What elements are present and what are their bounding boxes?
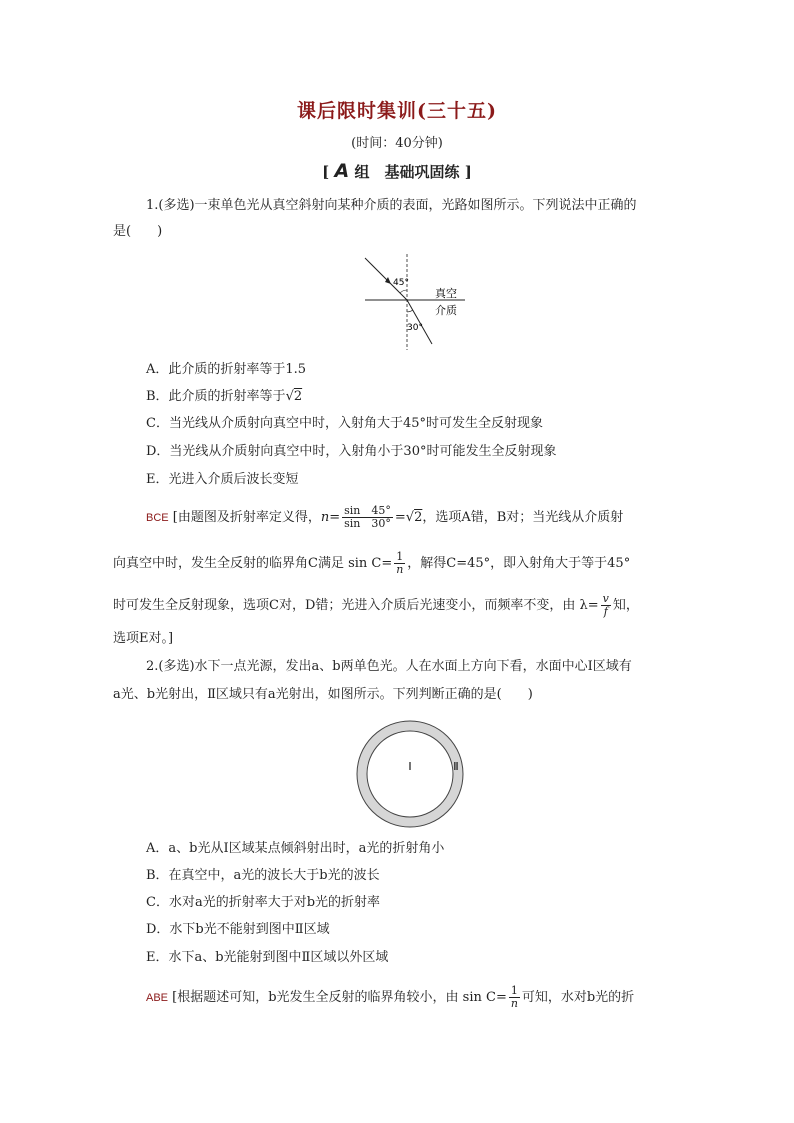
q2-stem-line1: 2.(多选)水下一点光源，发出a、b两单色光。人在水面上方向下看，水面中心Ⅰ区域有 [146,659,632,674]
angle-arc-bottom [407,310,413,312]
frac-den: n [396,563,404,576]
q1-answer-text: ，解得C=45°，即入射角大于等于45° [407,556,631,571]
q2-option-d: D．水下b光不能射到图中Ⅱ区域 [146,922,330,937]
q2-option-e: E．水下a、b光能射到图中Ⅱ区域以外区域 [146,950,389,965]
group-heading [0,160,794,182]
angle-30-label: 30° [407,323,423,333]
sqrt-sign: √ [285,389,294,404]
q1-answer-text: 向真空中时，发生全反射的临界角C满足 sin C= [113,556,393,571]
q2-option-c: C．水对a光的折射率大于对b光的折射率 [146,895,381,910]
sqrt-value: 2 [414,510,423,525]
sqrt-sign: √ [405,510,415,525]
q2-answer-tag: ABE [146,992,169,1004]
frac-den: n [510,997,518,1010]
q1-answer-text: 知， [612,598,639,613]
region-1-label: Ⅰ [408,760,412,773]
q1-answer-line2 [113,551,683,576]
frac-num: 1 [510,984,518,997]
q1-option-b-text: B．此介质的折射率等于 [146,389,286,404]
v-over-f [601,593,611,618]
q1-answer-line3 [113,593,683,618]
group-bracket-right: ] [464,163,472,181]
q1-stem-line1: 1.(多选)一束单色光从真空斜射向某种介质的表面，光路如图所示。下列说法中正确的 [146,198,637,213]
group-letter: A [334,160,350,182]
inner-circle [367,731,453,817]
q2-stem-line2: a光、b光射出，Ⅱ区域只有a光射出，如图所示。下列判断正确的是( ) [113,687,533,702]
angle-45-label: 45° [393,278,409,288]
group-bracket-left: [ [322,163,330,181]
q1-option-d: D．当光线从介质射向真空中时，入射角小于30°时可能发生全反射现象 [146,444,557,459]
q1-answer-tag: BCE [146,512,169,524]
q2-circle-figure [354,718,466,830]
frac-den: sin 30° [344,517,391,530]
refracted-ray [407,300,432,344]
q1-refraction-figure [355,252,475,352]
sin-fraction [342,505,393,530]
frac-num: 1 [396,550,404,563]
q2-answer-text: [根据题述可知，b光发生全反射的临界角较小，由 sin C= [172,990,507,1005]
q1-answer-text: [由题图及折射率定义得， [172,510,321,525]
one-over-n [394,551,405,576]
frac-num: v [602,592,609,605]
sqrt-value: 2 [293,389,303,404]
q2-answer-line1 [146,985,716,1010]
q1-answer-line4: 选项E对。] [113,631,174,646]
q1-answer-line1 [146,505,716,530]
angle-arc-top [400,290,407,293]
frac-den: f [603,605,608,618]
q1-answer-text: ，选项A错，B对；当光线从介质射 [422,510,624,525]
q1-answer-text: 时可发生全反射现象，选项C对，D错；光进入介质后光速变小，而频率不变，由 λ= [113,598,599,613]
q2-option-a: A．a、b光从Ⅰ区域某点倾斜射出时，a光的折射角小 [146,841,445,856]
group-name: 组 基础巩固练 [354,163,460,181]
eq-sign: = [394,510,406,525]
page-title: 课后限时集训(三十五) [297,100,497,122]
vacuum-label: 真空 [435,287,457,300]
q1-option-b [146,387,716,407]
time-limit: (时间：40分钟) [351,136,443,151]
q1-stem-line2: 是( ) [113,224,163,239]
q2-option-b: B．在真空中，a光的波长大于b光的波长 [146,868,380,883]
region-2-label: Ⅱ [453,760,459,773]
q1-option-a: A．此介质的折射率等于1.5 [146,362,307,377]
frac-num: sin 45° [344,504,391,517]
one-over-n [509,985,520,1010]
q1-option-e: E．光进入介质后波长变短 [146,472,299,487]
incident-arrow [385,277,391,284]
q2-answer-text: 可知，水对b光的折 [521,990,635,1005]
q1-option-c: C．当光线从介质射向真空中时，入射角大于45°时可发生全反射现象 [146,416,543,431]
var-n: n= [320,510,341,525]
medium-label: 介质 [435,304,457,317]
